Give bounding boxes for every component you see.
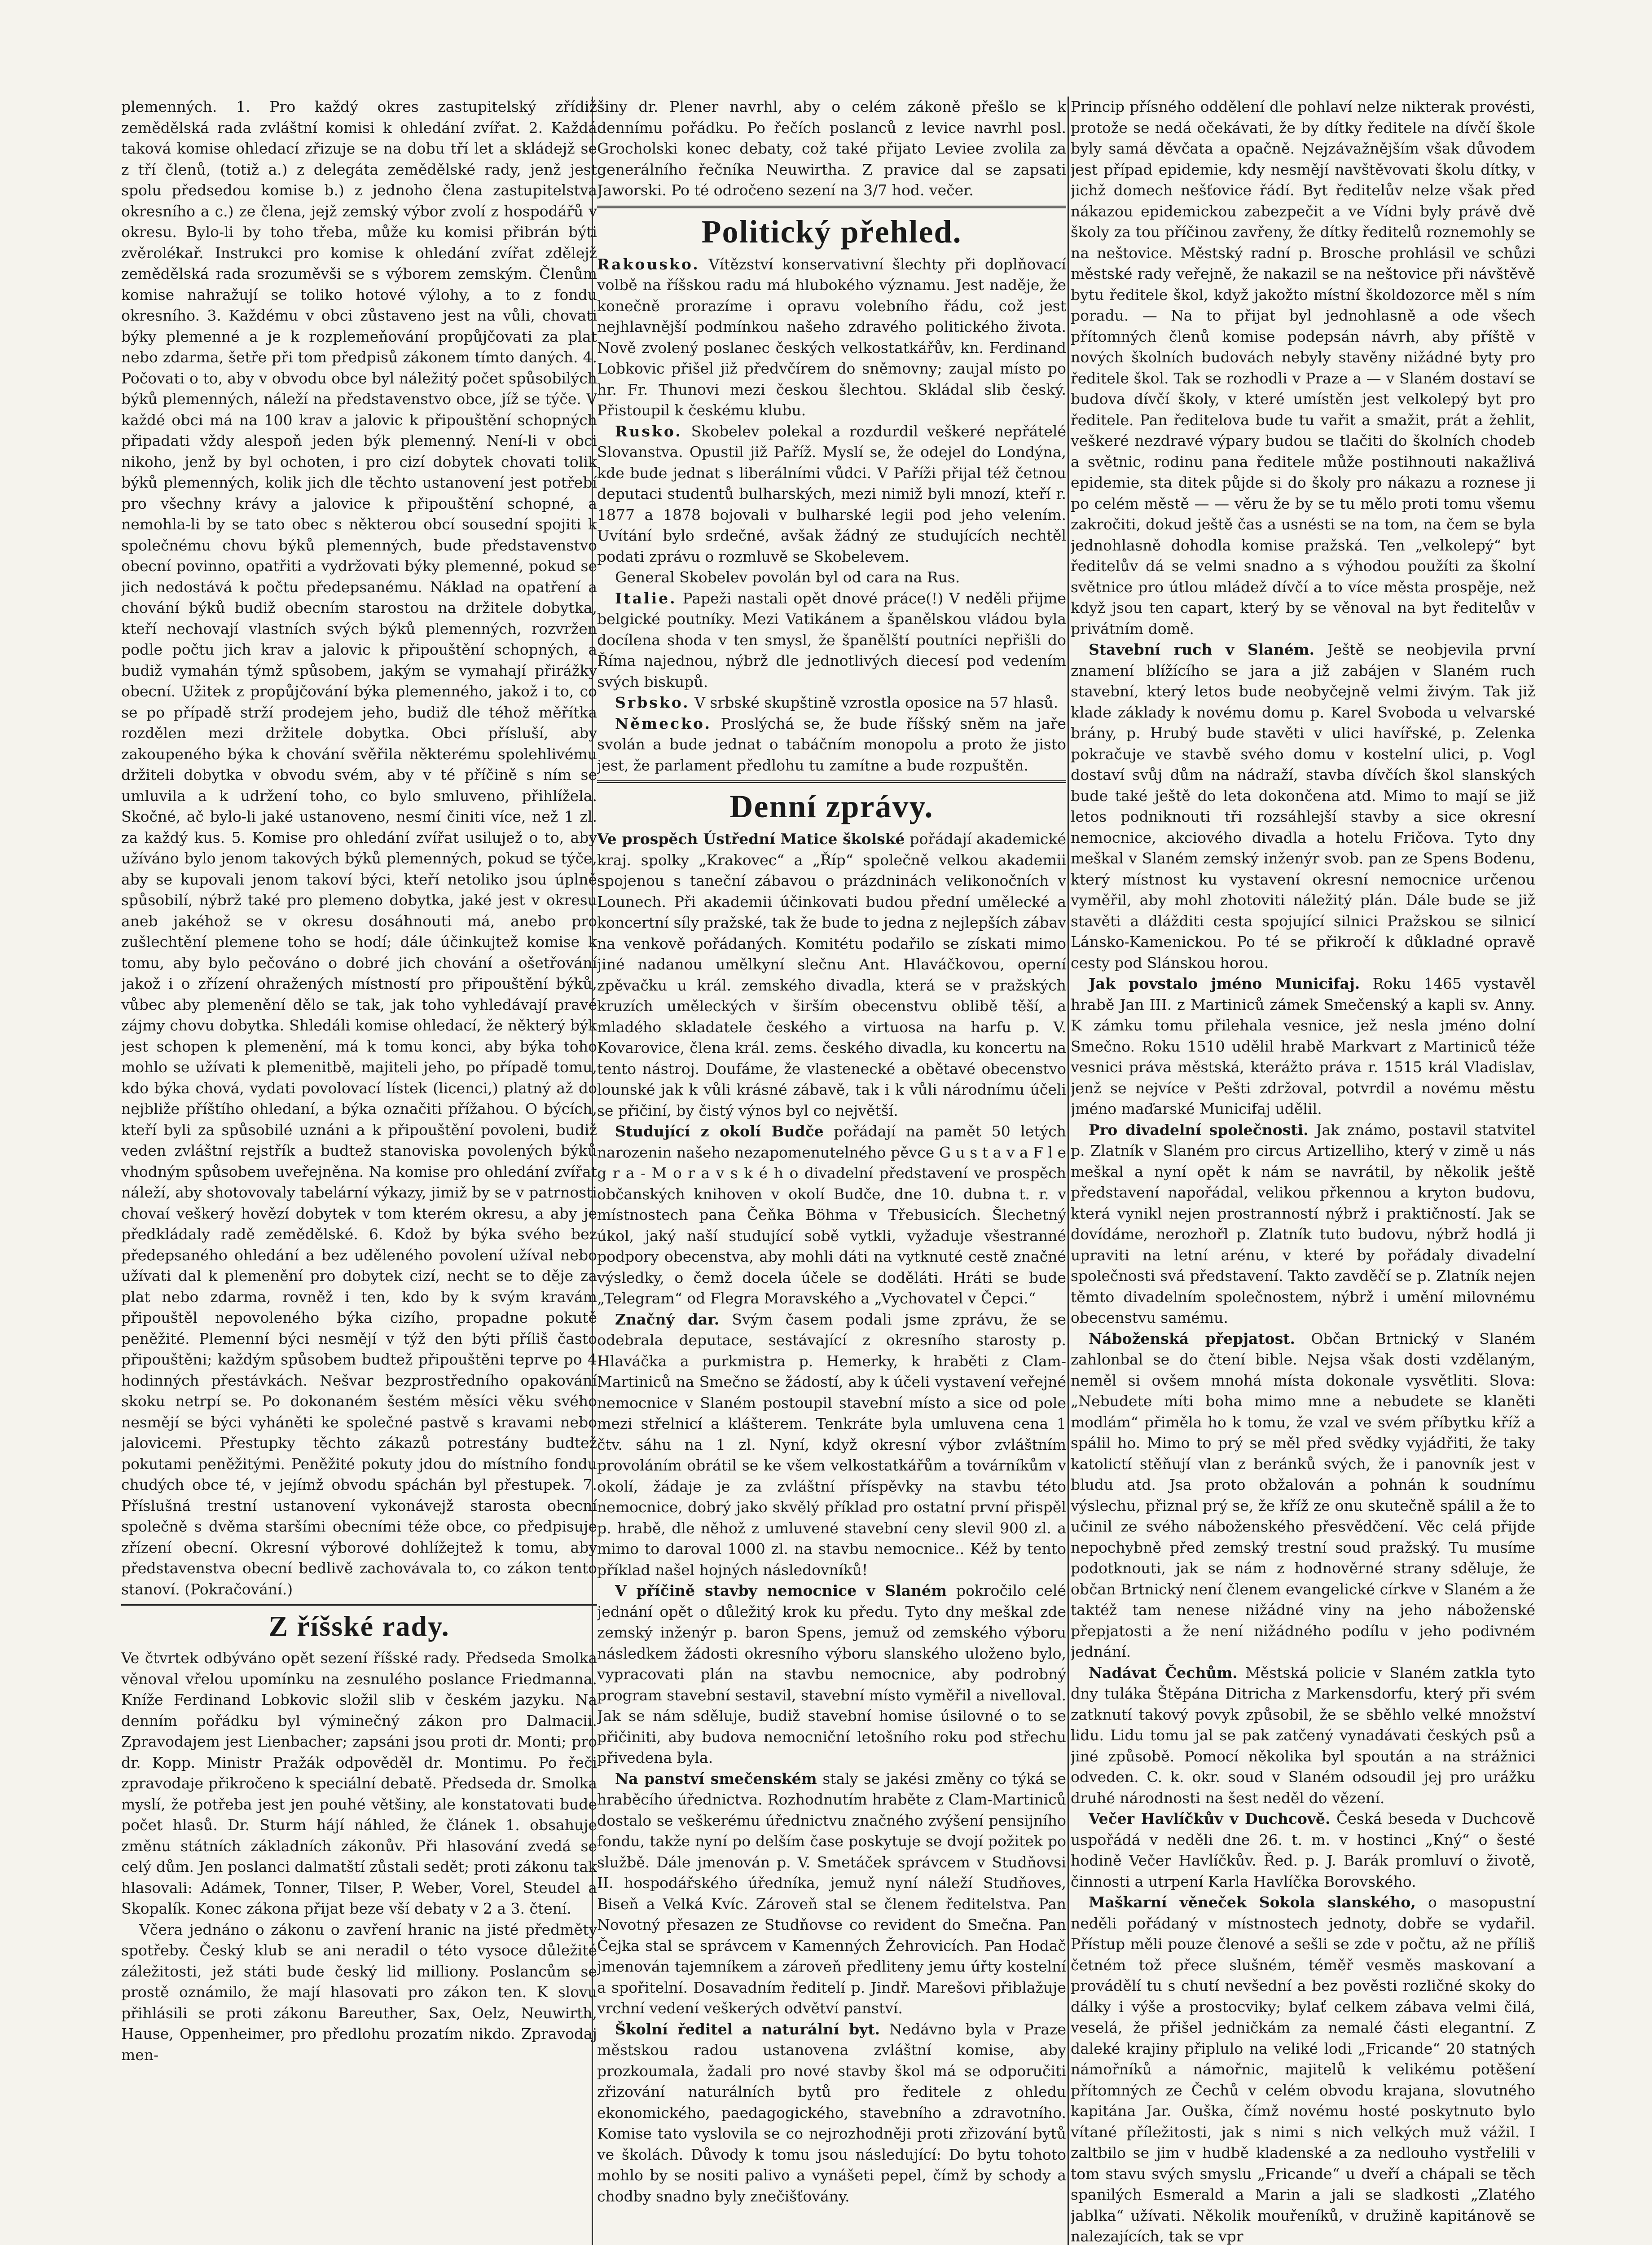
news-italie	[597, 588, 1066, 693]
heading-prehled: Politický přehled.	[701, 213, 962, 250]
article-rada-continued: šiny dr. Plener navrhl, aby o celém zákoně přešlo se k dennímu pořádku. Po řečích poslanců z levice navrhl posl. Grocholski konec debaty, což také přijato Leviee zvolila za generálního řečníka Neuwirtha. Z pravice dal se zapsati Jaworski. Po té odročeno sezení na 3/7 hod. večer.	[597, 98, 1066, 199]
news-rusko	[597, 421, 1066, 568]
text-dar: Svým časem podali jsme zprávu, že se odebrala deputace, sestávající z okresního starosty p. Hlaváčka a purkmistra p. Hemerky, k hraběti z Clam-Martiniců na Smečno se žádostí, aby k účeli vystavení veřejné nemocnice v Slaném postoupil stavební místo a sice od pole mezi střelnicí a klášterem. Tenkráte byla umluvena cena 1 čtv. sáhu na 1 zl. Nyní, když okresní výbor zvláštním provoláním obrátil se ke všem velkostatkářům a továrníkům v okolí, žádaje je za zvláštní příspěvky na stavbu této nemocnice, dobrý jako skvělý příklad pro ostatní první přispěl p. hrabě, dle něhož z umluvené stavební ceny slevil 900 zl. a mimo to daroval 1000 zl. na stavbu nemocnice.. Kéž by tento příklad našel hojných následovníků!	[597, 1310, 1066, 1579]
column-2	[597, 97, 1066, 2245]
text-matice: pořádají akademické kraj. spolky „Krakovec“ a „Říp“ společně velkou akademii spojenou s taneční zábavou o prázdninách velikonočních v Lounech. Při akademii účinkovati budou přední umělecké a koncertní síly pražské, tak že bude to jedna z nejlepších zábav na venkově pořádaných. Komitétu podařilo se získati mimo jiné nadanou umělkyní slečnu Ant. Hlaváčkovou, operní zpěvačku u král. zemského divadla, která se v pražských kruzích uměleckých v širším obecenstvu oblibě těší, a mladého skladatele českého a virtuosa na harfu p. V. Kovarovice, člena král. zems. českého divadla, ku koncertu na tento nástroj. Doufáme, že vlastenecké a obětavé obecenstvo lounské jak k vůli krásné zábavě, tak i k vůli národnímu účeli se přičiní, by čistý výnos byl co největší.	[597, 830, 1066, 1119]
lead-srbsko: Srbsko.	[615, 694, 690, 711]
lead-venecek: Maškarní věneček Sokola slanského,	[1089, 1893, 1416, 1911]
news-srbsko	[597, 692, 1066, 713]
section-rule	[597, 206, 1066, 210]
lead-rusko: Rusko.	[615, 422, 682, 440]
section-rule	[121, 1604, 597, 1606]
section-rule	[597, 780, 1066, 785]
text-italie: Papeži nastali opět dnové práce(!) V neděli přijme belgické poutníky. Mezi Vatikánem a španělskou vládou byla docílena shoda v ten smysl, že španělští poutníci nepřišli do Říma najednou, nýbrž dle jednotlivých diecesí pod vedením svých biskupů.	[597, 589, 1066, 691]
news-panstvi	[597, 1769, 1066, 2019]
lead-skolni: Školní ředitel a naturální byt.	[615, 2020, 880, 2038]
text-havlicek: Česká beseda v Duchcově uspořádá v neděli dne 26. t. m. v hostinci „Kný“ o šesté hodině Večer Havlíčkův. Řed. p. J. Barák promluví o životě, činnosti a utrpení Karla Havlíčka Borovského.	[1071, 1810, 1535, 1890]
text-skolni: Nedávno byla v Praze městskou radou ustanovena zvláštní komise, aby prozkoumala, žadali pro nové stavby škol má se odporučiti zřizování naturálních bytů pro ředitele z ohledu ekonomického, paedagogického, stavebního a zdravotního. Komise tato vyslovila se co nejrozhodněji proti zřizování bytů ve školách. Důvody k tomu jsou následující: Do bytu tohoto mohlo by se nositi palivo a vynášeti pepel, čímž by schody a chodby snadno byly znečišťovány.	[597, 2020, 1066, 2205]
text-prepjatost: Občan Brtnický v Slaném zahlonbal se do čtení bible. Nejsa však dosti vzdělaným, neměl si ovšem mnohá místa dokonale vysvětliti. Slova: „Nebudete míti boha mimo mne a nebudete se klaněti modlám“ přiměla ho k tomu, že vzal ve svém příbytku kříž a spálil ho. Mimo to prý se měl před svědky vyjádřiti, že taky katolictí stěňují vlan z beránků svých, že i panovník jest v bludu atd. Jsa proto obžalován a pohnán k soudnímu výslechu, přiznal prý se, že kříž ze onu skutečně spálil a že to učinil ze svého náboženského přesvědčení. Věc celá přijde nepochybně před zemský trestní soud pražský. Tu musíme podotknouti, jak se nám z hodnověrné strany sděluje, že občan Brtnický není členem evangelické církve v Slaném a že taktéž tam nenese nižádné viny na jeho náboženské přepjatosti a že není nižádného podílu v jeho podivném jednání.	[1071, 1329, 1535, 1660]
column-3	[1071, 97, 1535, 2245]
news-ruch	[1071, 639, 1535, 973]
lead-municifaj: Jak povstalo jméno Municifaj.	[1089, 975, 1360, 992]
news-havlicek	[1071, 1809, 1535, 1892]
lead-panstvi: Na panství smečenském	[615, 1770, 817, 1787]
news-budce	[597, 1121, 1066, 1309]
news-nemecko	[597, 713, 1066, 776]
text-nemocnice: pokročilo celé jednání opět o důležitý krok ku předu. Tyto dny meškal zde zemský inženýr p. baron Spens, jemuž od zemského výboru následkem žádosti okresního výboru slanského uloženo bylo, vypracovati plán na stavbu nemocnice, aby podrobný program stavební sestavil, stavební místo vyměřil a nivelloval. Jak se nám sděluje, budiž stavební homise úsilovné o to se přičiniti, aby budova nemocniční letošního roku pod střechu přivedena byla.	[597, 1582, 1066, 1766]
article-law-text: plemenných. 1. Pro každý okres zastupitelský zřídiž zemědělská rada zvláštní komisi k ohledání zvířat. 2. Každá taková komise ohledací zřizuje se na dobu tří let a skládejž se z tří členů, (totiž a.) z delegáta zemědělské rady, jenž jest spolu předsedou komise b.) z jednoho člena zastupitelstva okresního a c.) ze člena, jejž zemský výbor zvolí z hospodářů v okresu. Bylo-li by toho třeba, může ku komisi přibrán býti zvěrolékař. Instrukci pro komise k ohledání zvířat zdělejž zemědělská rada srozuměvši se s výborem zemským. Členům komise nahražují se toliko hotové výlohy, a to z fondu okresního. 3. Každému v obci zůstaveno jest na vůli, chovati býky plemenné a je k rozplemeňování propůjčovati za plat nebo zdarma, šetře při tom předpisů zákonem tímto daných. 4. Počovati o to, aby v obvodu obce byl náležitý počet spůsobilých býků plemenných, náleží na představenstvo obce, jíž se týče. V každé obci má na 100 krav a jalovic k připouštění schopných připadati vždy alespoň jeden býk plemenný. Není-li v obci nikoho, jenž by byl ochoten, i pro cizí dobytek chovati tolik býků plemenných, kolik jich dle těchto ustanovení jest potřebí pro všechny krávy a jalovice k připouštění schopné, a nemohla-li by se tato obec s některou obcí sousední spojiti k společnému chovu býků plemenných, bude představenstvo obecní povinno, opatřiti a vydržovati býky plemenné, pokud se jich nedostává k počtu předepsanému. Náklad na opatření a chování býků budiž obecním starostou na držitele dobytka, kteří nechovají vlastních svých býků plemenných, rozvržen podle počtu jich krav a jalovic k připouštění schopných, a budiž vymahán týmž spůsobem, jakým se vymahají přirážky obecní. Užitek z propůjčování býka plemenného, jakož i to, co se po případě strží prodejem jeho, budiž dle téhož měřítka rozdělen mezi držitele dobytka. Obci přísluší, aby zakoupeného býka k chování svěřila některému spolehlivému držiteli dobytka v obvodu svém, aby v té příčině s ním se umluvila a k udržení toho, co bylo smluveno, přihlížela. Skočné, ač bylo-li jaké ustanoveno, nesmí činiti více, než 1 zl. za každý kus. 5. Komise pro ohledání zvířat usilujež o to, aby užíváno bylo jenom takových býků plemenných, pokud se týče, aby se kupovali jenom takoví býci, kteří netoliko jsou úplně spůsobilí, nýbrž také pro plemeno dobytka, jaké jest v okresu aneb jakéhož se v okresu dosáhnouti má, anebo pro zušlechtění plemene toho se hodí; dále účinkujtež komise k tomu, aby bylo pečováno o dobré jich chování a ošetřování jakož i o zřízení ohražených místností pro připouštění býků, vůbec aby plemenění dělo se tak, jak toho vyhledávají pravé zájmy chovu dobytka. Shledáli komise ohledací, že některý býk jest schopen k plemenění, má k tomu konci, aby býka toho mohlo se užívati k plemenitbě, majiteli jeho, po případě tomu, kdo býka chová, vydati povolovací lístek (licenci,) platný až do nejbliže příštího ohledaní, a býka označiti přížahou. O býcích, kteří byli za spůsobilé uznáni a k připouštění povoleni, budiž veden zvláštní rejstřík a budtež stanoviska povolených býků vhodným spůsobem uveřejněna. Na komise pro ohledání zvířat náleží, aby shotovovaly tabelární výkazy, jimiž by se v patrnosti chovaí veškerý hovězí dobytek v tom kterém okresu, a aby je předkládaly radě zemědělské. 6. Kdož by býka svého bez předepsaného ohledání a bez uděleného povolení užíval nebo užívati dal k plemenění pro dobytek cizí, necht se to děje za plat nebo zdarma, rovněž i ten, kdo by k svým kravám připouštěl nepovoleného býka cizího, propadne pokutě peněžité. Plemenní býci nesmějí v týž den býti příliš často připouštěni; každým spůsobem budtež připouštěni teprve po 4 hodinných přestávkách. Nešvar bezprostředního opakování skoku netrpí se. Po dokonaném šestém měsíci věku svého nesmějí se býci vyháněti ke společné pastvě s kravami nebo jalovicemi. Přestupky těchto zákazů potrestány budtež pokutami peněžitými. Peněžité pokuty jdou do místního fondu chudých obce té, v jejímž obvodu spáchán byl přestupek. 7. Příslušná trestní ustanovení vykonávejž starosta obecní společně s dvěma staršími obecními téže obce, co předpisuje zřízení obecní. Okresní výborové dohlížejtež k tomu, aby představenstva obecní bedlivě zachovávala to, co zákon tento stanoví. (Pokračování.)	[121, 98, 597, 1598]
news-rakousko	[597, 254, 1066, 421]
news-skolni-continued: Princip přísného oddělení dle pohlaví nelze nikterak provésti, protože se nedá očekávati, že by dítky ředitele na dívčí škole byly samá děvčata a opačně. Nejzávažnějším však důvodem jest případ epidemie, kdy nesmějí navštěvovati školu dítky, v jichž domech nešťovice řádí. Byt ředitelův nelze však před nákazou epidemickou zabezpečit a ve Vídni byly právě dvě školy za tou příčinou zavřeny, že dítky ředitelů roznemohly se na neštovice. Městský radní p. Brosche prohlásil ve schůzi městské rady veřejně, že nakazil se na neštovice při návštěvě bytu ředitele škol, když jakožto místní školdozorce měl s ním poradu. — Na to přijat byl jednohlasně a ode všech přítomných členů komise podepsán návrh, aby příště v nových školních budovách nebyly stavěny nižádné byty pro ředitele škol. Tak se rozhodli v Praze a — v Slaném dostaví se budova dívčí školy, v které umístěn jest velkolepý byt pro ředitele. Pan ředitelova bude tu vařit a smažit, prát a žehlit, veškeré nezdravé výpary budou se tlačiti do školních chodeb a světnic, rodinu pana ředitele může postihnouti nakažlivá epidemie, sta ditek půjde si do školy pro nákazu a roznese ji po celém městě — — věru že by se tu mělo proti tomu všemu zakročiti, dokud ještě čas a usnésti se na tom, na čem se byla jednohlasně dohodla komise pražská. Ten „velkolepý“ byt ředitelův dá se velmi snadno a s výhodou použíti za školní světnice pro útlou mládež dívčí a to více města prospěje, než když jsou ten capart, který by se věnoval na byt ředitelův v privátním domě.	[1071, 98, 1535, 638]
lead-budce: Studující z okolí Budče	[615, 1122, 824, 1140]
text-municifaj: Roku 1465 vystavěl hrabě Jan III. z Martiniců zámek Smečenský a kapli sv. Anny. K zámku tomu přilehala vesnice, jež nesla jméno dolní Smečno. Roku 1510 udělil hrabě Markvart z Martiniců téže vesnici práva městská, kterážto práva r. 1515 král Vladislav, jenž se nejvíce v Pešti zdržoval, potvrdil a novému městu jméno maďarské Municifaj udělil.	[1071, 975, 1535, 1118]
text-nemecko: Proslýchá se, že bude říšský sněm na jaře svolán a bude jednat o tabáčním monopolu a proto že jisto jest, že parlament předlohu tu zamítne a bude rozpuštěn.	[597, 714, 1066, 774]
text-panstvi: staly se jakési změny co týká se hraběcího úřednictva. Rozhodnutím hraběte z Clam-Martiniců dostalo se veškerému úřednictvu značného zvýšení pensijního fondu, takže nyní po delším čase poskytuje se dvojí požitek po službě. Dále jmenován p. V. Smetáček správcem v Studňovsi II. hospodářského úředníka, jemuž nyní náleží Studňoves, Biseň a Velká Kvíc. Zároveň stal se členem ředitelstva. Pan Novotný přesazen ze Studňovse co revident do Smečna. Pan Čejka stal se správcem v Kamenných Žehrovicích. Pan Hodač jmenován tajemníkem a zároveň předliteny jemu úřty kostelní a spořitelní. Dosavadním ředitelí p. Jindř. Marešovi přiblažuje vrchní vedení veškerých odvětví panství.	[597, 1770, 1066, 2017]
heading-rada: Z říšské rady.	[268, 1610, 450, 1642]
text-srbsko: V srbské skupštině vzrostla oposice na 57 hlasů.	[694, 694, 1059, 711]
text-rusko: Skobelev polekal a rozdurdil veškeré nepřátelé Slovanstva. Opustil již Paříž. Myslí se, že odejel do Londýna, kde bude jednat s liberálními vůdci. V Paříži přijal též četnou deputaci studentů bulharských, mezi nimiž byli mnozí, kteří r. 1877 a 1878 bojovali v bulharské legii pod jeho velením. Uvítání bylo srdečné, avšak žádný ze studujících nechtěl podati zprávu o rozmluvě se Skobelevem.	[597, 422, 1066, 565]
lead-havlicek: Večer Havlíčkův v Duchcově.	[1089, 1810, 1331, 1827]
column-1	[121, 97, 597, 2245]
article-rada-1: Ve čtvrtek odbýváno opět sezení říšské rady. Předseda Smolka věnoval vřelou upomínku na zesnulého poslance Friedmanna. Kníže Ferdinand Lobkovic složil slib v českém jazyku. Na denním pořádku byl výminečný zákon pro Dalmacii. Zpravodajem jest Lienbacher; zapsáni jsou proti dr. Monti; pro dr. Kopp. Ministr Pražák odpověděl dr. Montimu. Po řeči zpravodaje přikročeno k speciální debatě. Předseda dr. Smolka myslí, že potřeba jest jen pouhé většiny, ale konstatovati bude počet hlasů. Dr. Sturm hájí náhled, že článek 1. obsahuje změnu státních základních zákonův. Při hlasování zvedá se celý dům. Jen poslanci dalmatští zůstali sedět; proti zákonu tak hlasovali: Adámek, Tonner, Tilser, P. Weber, Vorel, Steudel a Skopalík. Konec zákona přijat beze vší debaty v 2 a 3. čtení.	[121, 1649, 597, 1917]
lead-divadelni: Pro divadelní společnosti.	[1089, 1121, 1309, 1139]
lead-nemocnice: V příčině stavby nemocnice v Slaném	[615, 1582, 947, 1599]
news-dar	[597, 1309, 1066, 1581]
text-venecek: o masopustní neděli pořádaný v místnostech jednoty, dobře se vydařil. Přístup měli pouze členové a sešli se zde v počtu, až ne příliš četném tož přece slušném, téměř vesměs maskovaní a provádělí tu s chutí nevšední a bez pověsti rozličné skoky do dálky i výše a prostocviky; bylať celkem zábava velmi čilá, veselá, že přišel jedničkám za nemalé části elegantní. Z daleké krajiny připlulo na veliké lodi „Fricande“ 20 statných námořníků a námořnic, majitelů k velikému potěšení přítomných ze Čechů v celém obvodu krajana, slovutného kapitána Jar. Ouška, čímž novému hosté poskytnuto bylo vítané příležitosti, jak s nimi s nich velkých muž vážil. I zaltbilo se jim v hudbě kladenské a za nedlouho vystřelili v tom stavu svých smyslu „Fricande“ u dveří a chápali se těch spanilých Esmerald a Marin a jali se sladkosti „Zlatého jablka“ užívati. Několik mouřeníků, v družině kapitánově se nalezajících, tak se vpr	[1071, 1893, 1535, 2245]
news-matice	[597, 829, 1066, 1121]
lead-cechum: Nadávat Čechům.	[1089, 1664, 1238, 1682]
lead-italie: Italie.	[615, 589, 677, 607]
news-municifaj	[1071, 973, 1535, 1120]
lead-ruch: Stavební ruch v Slaném.	[1089, 641, 1315, 658]
heading-zpravy: Denní zprávy.	[729, 788, 934, 824]
article-rada-2: Včera jednáno o zákonu o zavření hranic na jisté předměty spotřeby. Český klub se ani neradil o této vysoce důležité záležitosti, jež státi bude český lid milliony. Poslancům se prostě oznámilo, že mají hlasovati pro zákon ten. K slovu přihlásili se proti zákonu Bareuther, Sax, Oelz, Neuwirth, Hause, Oppenheimer, pro předlohu prozatím nikdo. Zpravodaj men-	[121, 1920, 597, 2064]
text-ruch: Ještě se neobjevila první znamení blížícího se jara a již zabájen v Slaném ruch stavební, který letos bude neobyčejně velmi živým. Tak již klade základy k novému domu p. Karel Svoboda u velvarské brány, p. Hrubý bude stavěti v ulici havířské, p. Zelenka pokračuje ve stavbě svého domu v kostelní ulici, p. Vogl dostaví svůj dům na nádraží, stavba dívčích škol slanských bude také ještě do leta dokončena atd. Mimo to mají se již letos podniknouti tři rozsáhlejší stavby a sice okresní nemocnice, akciového divadla a hotelu Fričova. Tyto dny meškal v Slaném zemský inženýr svob. pan ze Spens Bodenu, který místnost ku vystavení okresní nemocnice určenou vyměřil, aby mohl zhotoviti náležitý plán. Dále bude se již stavěti a dlážditi cesta spojující silnici Pražskou se silnicí Lánsko-Kamenickou. Po té se přikročí k důkladné opravě cesty pod Slánskou horou.	[1071, 641, 1535, 972]
column-divider-right	[1068, 97, 1069, 2245]
news-venecek	[1071, 1892, 1535, 2245]
lead-nemecko: Německo.	[615, 714, 712, 732]
news-general: General Skobelev povolán byl od cara na Rus.	[615, 568, 960, 586]
text-rakousko: Vítězství konservativní šlechty při doplňovací volbě na říšskou radu má hlubokého významu. Jest naděje, že konečně prorazíme i opravu volebního řádu, což jest nejhlavnější podmínkou našeho zdravého politického života. Nově zvolený poslanec českých velkostatkářův, kn. Ferdinand Lobkovic přišel již předvčírem do sněmovny; zaujal místo po hr. Fr. Thunovi mezi českou šlechtou. Skládal slib český. Přistoupil k českému klubu.	[597, 255, 1066, 419]
lead-prepjatost: Náboženská přepjatost.	[1089, 1329, 1296, 1347]
lead-rakousko: Rakousko.	[597, 255, 700, 273]
news-skolni	[597, 2019, 1066, 2207]
news-prepjatost	[1071, 1329, 1535, 1663]
text-divadelni: Jak známo, postavil statvitel p. Zlatník v Slaném pro circus Artizelliho, který v zimě u nás meškal a nyní opět k nám se navrátil, by několik ještě představení napořádal, velikou přkennou a kryton budovu, která vynikl nejen prostranností nýbrž i praktičností. Jak se dovídáme, nerozhořl p. Zlatník tuto budovu, nýbrž hodlá ji upraviti na letní arénu, v které by pořádaly divadelní společnosti svá představení. Takto zavděčí se p. Zlatník nejen těmto divadelním společnostem, nýbrž i umění milovnému obecenstvu samému.	[1071, 1121, 1535, 1326]
news-cechum	[1071, 1663, 1535, 1809]
lead-dar: Značný dar.	[615, 1310, 720, 1328]
news-divadelni	[1071, 1120, 1535, 1329]
text-budce: pořádají na pamět 50 letých narozenin našeho nezapomenutelného pěvce G u s t a v a F l e g r a - M o r a v s k é h o divadelní představení ve prospěch občanských knihoven v okolí Budče, dne 10. dubna t. r. v místnostech pana Čeňka Böhma v Třebusicích. Šlechetný úkol, jaký naší studující sobě vytkli, vyžaduje všestranné podpory obecenstva, aby mohli dáti na vytknuté cestě značné výsledky, o čemž docela účele se doděláti. Hráti se bude „Telegram“ od Flegra Moravského a „Vychovatel v Čepci.“	[597, 1122, 1066, 1307]
text-cechum: Městská policie v Slaném zatkla tyto dny tuláka Štěpána Ditricha z Markensdorfu, který při svém zatknutí takový povyk způsobil, že se sběhlo velké množství lidu. Lidu tomu jal se pak zatčený vynadávati českých psů a jiné způsobě. Pomocí několika byl spoután a na strážnici odveden. C. k. okr. soud v Slaném odsoudil jej pro urážku druhé národnosti na šest neděl do vězení.	[1071, 1664, 1535, 1807]
news-nemocnice	[597, 1580, 1066, 1769]
lead-matice: Ve prospěch Ústřední Matice školské	[597, 830, 905, 848]
